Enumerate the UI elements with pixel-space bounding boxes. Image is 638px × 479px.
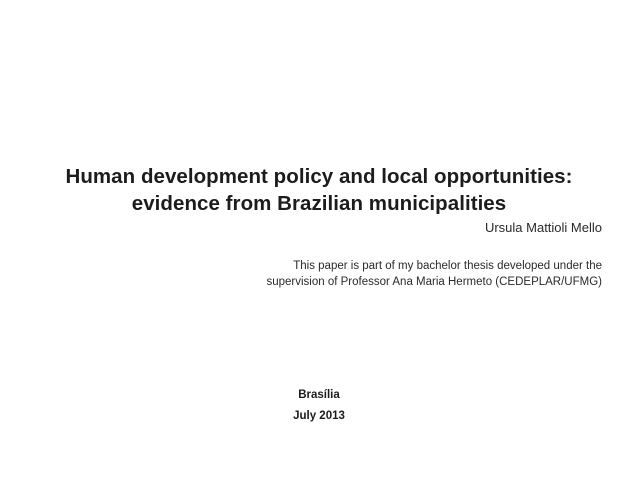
place: Brasília bbox=[298, 389, 340, 401]
document-title bbox=[40, 163, 598, 217]
thesis-note-line-1: This paper is part of my bachelor thesis developed under the bbox=[293, 260, 602, 272]
author-name: Ursula Mattioli Mello bbox=[484, 220, 602, 235]
date: July 2013 bbox=[293, 410, 345, 422]
thesis-note-line-2: supervision of Professor Ana Maria Hermeto (CEDEPLAR/UFMG) bbox=[266, 276, 602, 288]
thesis-note bbox=[266, 258, 602, 290]
document-title-line-2: evidence from Brazilian municipalities bbox=[131, 192, 507, 215]
place-and-date bbox=[0, 385, 638, 427]
document-title-line-1: Human development policy and local opportunities: bbox=[65, 165, 573, 188]
